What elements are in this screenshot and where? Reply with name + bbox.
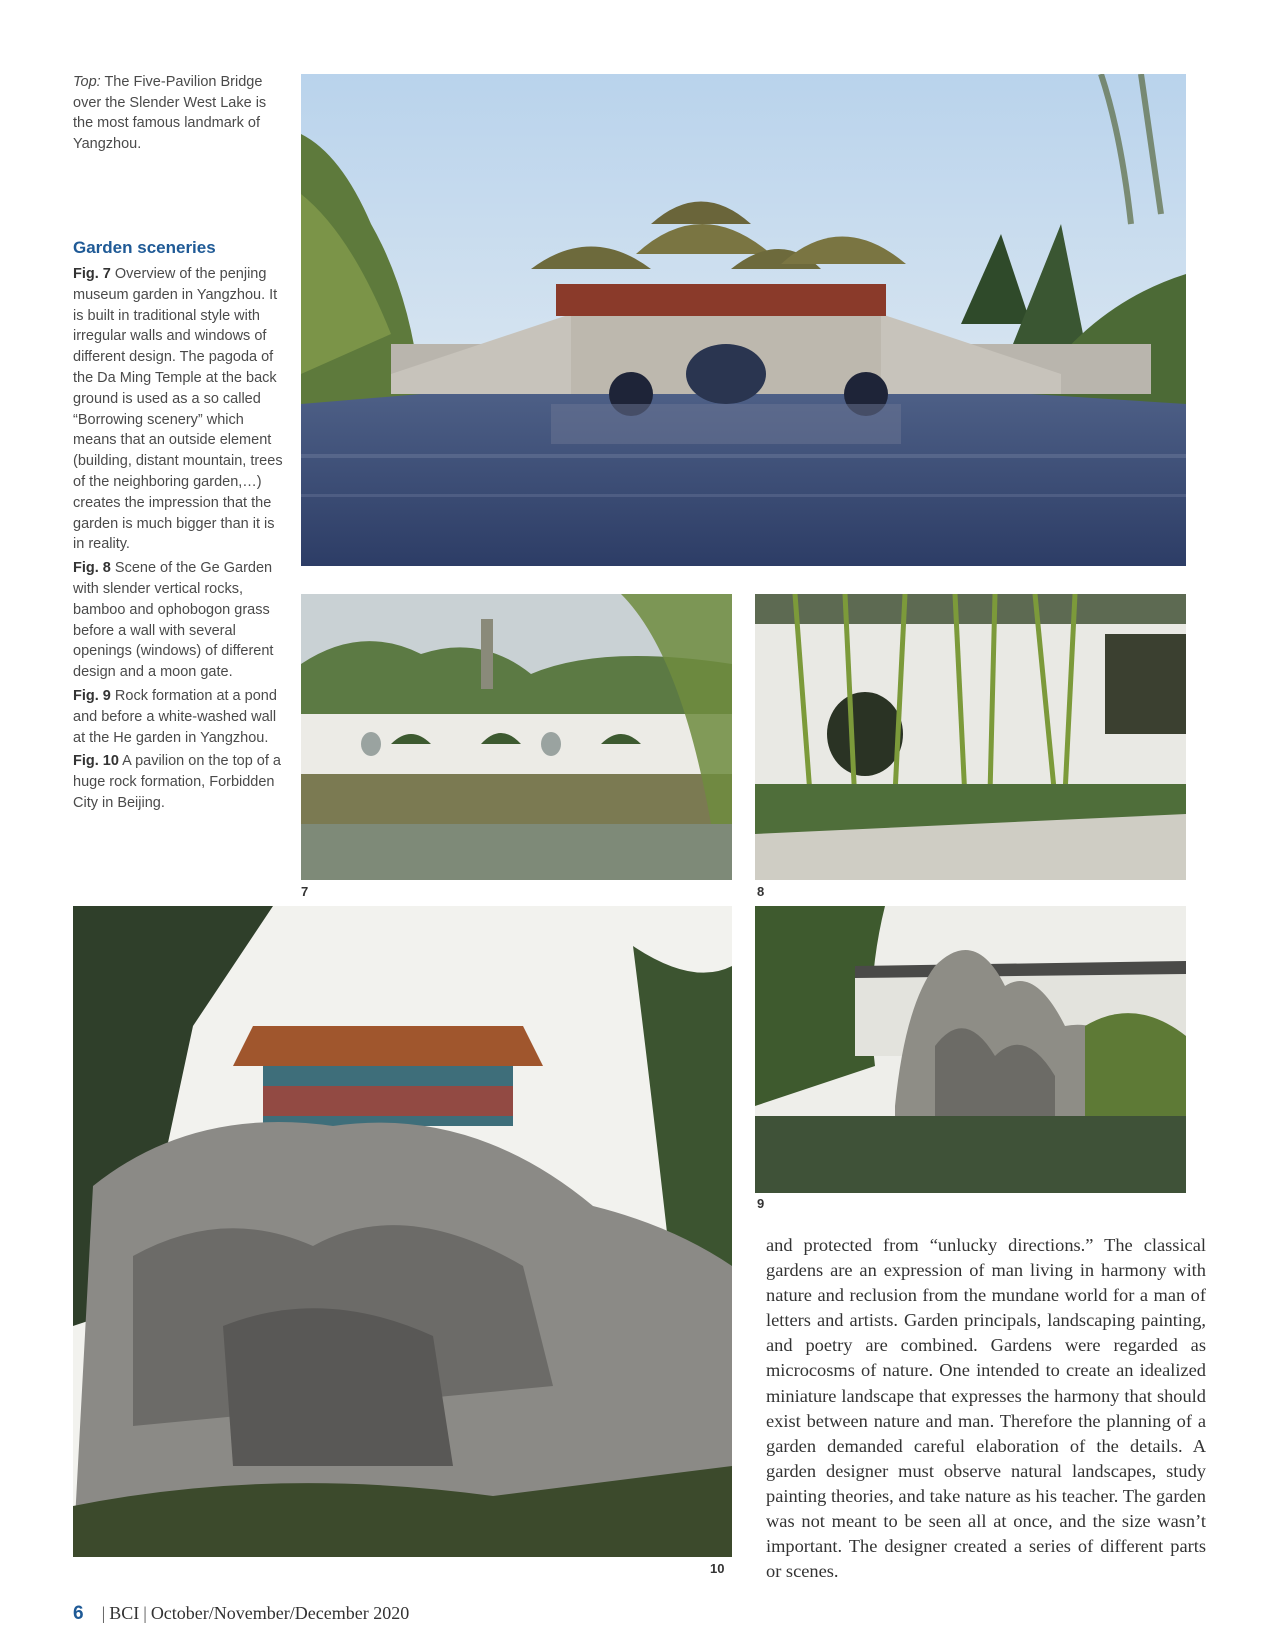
article-body-text: and protected from “unlucky directions.” The classical gardens are an expression of man living in harmony with nature and reclusion from the mundane world for a man of letters and artists. Garden principals, landscaping painting, and poetry are combined. Gardens were regarded as microcosms of nature. One intended to create an idealized miniature landscape that expresses the harmony that should exist between nature and man. Therefore the planning of a garden demanded careful elaboration of the details. A garden designer must observe natural landscapes, study painting theories, and take nature as his teacher. The garden was not meant to be seen all at once, and the size wasn’t important. The designer created a series of different parts or scenes.: [766, 1235, 1206, 1582]
top-caption-lead: Top:: [73, 74, 101, 90]
photo-fig10-forbidden-city: [73, 906, 732, 1557]
fig7-caption: [73, 264, 283, 555]
fig9-text: Rock formation at a pond and before a white-washed wall at the He garden in Yangzhou.: [73, 687, 277, 746]
fig9-caption: [73, 686, 283, 748]
fig10-number: 10: [710, 1561, 725, 1576]
top-photo-caption: [73, 72, 283, 154]
page-number: 6: [73, 1603, 84, 1624]
fig9-number: 9: [757, 1196, 765, 1211]
top-caption-text: The Five-Pavilion Bridge over the Slender West Lake is the most famous landmark of Yangzhou.: [73, 74, 267, 152]
fig10-label: Fig. 10: [73, 753, 119, 770]
footer-separator: |: [101, 1603, 106, 1623]
fig7-number: 7: [301, 884, 309, 899]
issue-date: October/November/December 2020: [150, 1603, 410, 1623]
fig8-label: Fig. 8: [73, 560, 111, 577]
fig7-label: Fig. 7: [73, 266, 111, 282]
footer-separator: |: [143, 1603, 147, 1623]
photo-fig9-he-garden: [755, 906, 1186, 1193]
section-heading: Garden sceneries: [73, 238, 216, 257]
fig9-label: Fig. 9: [73, 687, 111, 704]
magazine-name: BCI: [109, 1603, 140, 1623]
photo-fig7-penjing-garden: [301, 594, 732, 880]
figure-captions: [73, 264, 283, 817]
fig8-caption: [73, 558, 283, 683]
page-footer: [73, 1603, 409, 1625]
photo-five-pavilion-bridge: [301, 74, 1186, 566]
fig8-text: Scene of the Ge Garden with slender vertical rocks, bamboo and ophobogon grass before a wall with several openings (windows) of different design and a moon gate.: [73, 560, 274, 681]
photo-fig8-ge-garden: [755, 594, 1186, 880]
fig10-caption: [73, 751, 283, 813]
fig7-text: Overview of the penjing museum garden in Yangzhou. It is built in traditional style with irregular walls and windows of different design. The pagoda of the Da Ming Temple at the back ground is used as a so called “Borrowing scenery” which means that an outside element (building, distant mountain, trees of the neighboring garden,…) creates the impression that the garden is much bigger than it is in reality.: [73, 266, 283, 553]
fig8-number: 8: [757, 884, 765, 899]
fig10-text: A pavilion on the top of a huge rock formation, Forbidden City in Beijing.: [73, 753, 281, 811]
